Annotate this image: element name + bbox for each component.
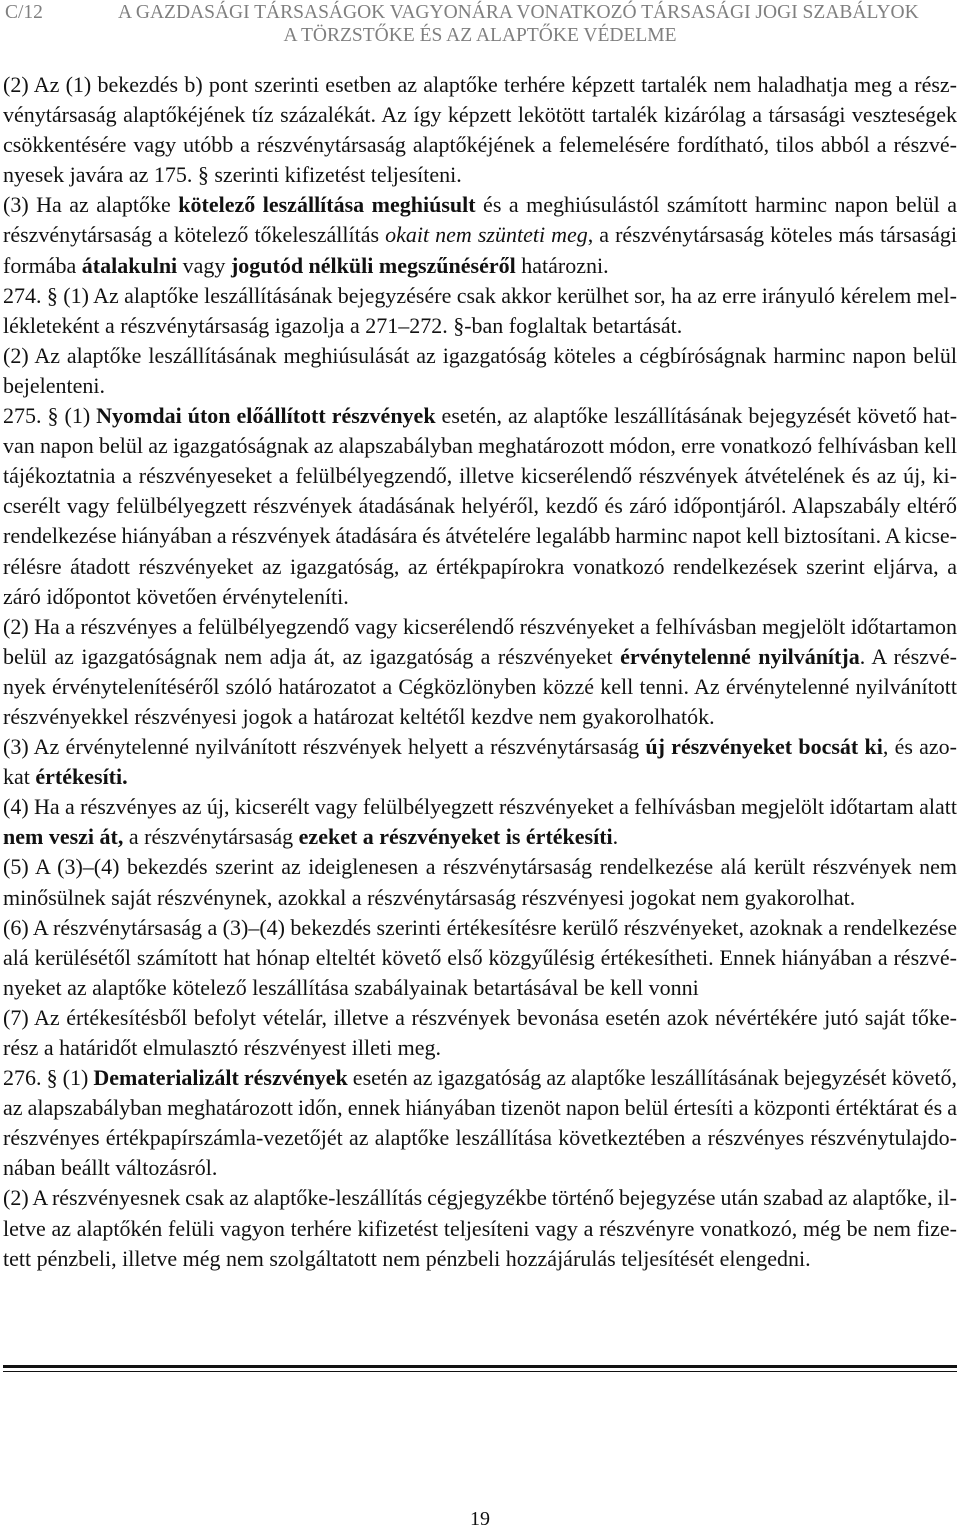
paragraph [3, 401, 957, 612]
text-line [3, 642, 957, 672]
text-line [3, 822, 957, 852]
bold-text-run: ezeket a részvényeket is értékesíti [298, 824, 613, 850]
text-line [3, 491, 957, 521]
text-line [3, 732, 957, 762]
footer-rule-thin [3, 1371, 957, 1372]
paragraph [3, 1003, 957, 1063]
text-run: , a részvénytársaság köteles más társasági [587, 222, 957, 248]
text-run: (2) Az alaptőke leszállításának meghiúsulását az igazgatóság köteles a cégbíróságnak harminc napon belül [3, 342, 957, 368]
text-run: (5) A (3)–(4) bekezdés szerint az ideiglenesen a részvénytársaság rendelkezése alá került részvények nem [3, 854, 957, 880]
text-run: tájékoztatnia a részvényeseket a felülbélyegzendő, illetve kicserélendő részvények átvételének és az új, ki- [3, 463, 957, 489]
bold-text-run: érvénytelenné nyilvánítja [620, 643, 860, 669]
text-run: határozni. [515, 252, 609, 278]
text-run: belül az igazgatóságnak nem adja át, az igazgatóság a részvényeket [3, 643, 621, 669]
text-line [3, 1063, 957, 1093]
text-run: bejelenteni. [3, 372, 106, 398]
bold-text-run: nem veszi át, [3, 824, 124, 850]
text-line [3, 702, 957, 732]
text-run: 274. § (1) Az alaptőke leszállításának bejegyzésére csak akkor kerülhet sor, ha az erre irányuló kérelem mel- [3, 282, 957, 308]
bold-text-run: Dematerializált részvények [93, 1065, 348, 1091]
text-run: 275. § (1) [3, 403, 97, 429]
text-line [3, 943, 957, 973]
text-line [3, 852, 957, 882]
text-line [3, 792, 957, 822]
text-line [3, 190, 957, 220]
text-run: nában beállt változásról. [3, 1155, 218, 1181]
text-run: a részvénytársaság [123, 824, 299, 850]
paragraph [3, 732, 957, 792]
text-run: (7) Az értékesítésből befolyt vételár, illetve a részvények bevonása esetén azok névértékére jutó saját tőke- [3, 1004, 957, 1030]
text-run: formába [3, 252, 82, 278]
text-run: 276. § (1) [3, 1065, 94, 1091]
text-run: nyesek javára az 175. § szerinti kifizetést teljesíteni. [3, 162, 462, 188]
paragraph [3, 190, 957, 280]
text-run: . A részvé- [859, 643, 957, 669]
text-run: esetén, az alaptőke leszállításának bejegyzését követő hat- [435, 403, 958, 429]
running-header-line [0, 1, 960, 24]
text-run: rendelkezése hiányában a részvények átadására és átvételére legalább harminc napot kell biztosítani. A kicse- [3, 523, 957, 549]
text-line [3, 762, 957, 792]
bold-text-run: átalakulni [81, 252, 178, 278]
text-run: az alapszabályban meghatározott időn, ennek hiányában tizenöt napon belül értesíti a központi értéktárat és a [3, 1095, 957, 1121]
text-run: részvényes értékpapírszámla-vezetőjét az alaptőke leszállítása következtében a részvényes részvénytulajdo- [3, 1125, 957, 1151]
text-line [3, 70, 957, 100]
section-code: C/12 [5, 2, 43, 23]
text-run: kat [3, 764, 36, 790]
text-line [3, 220, 957, 250]
bold-text-run: értékesíti. [35, 764, 128, 790]
bold-text-run: kötelező leszállítása meghiúsult [178, 192, 476, 218]
text-run: nyek érvénytelenítéséről szóló határozatot a Cégközlönyben közzé kell tenni. Az érvénytelenné nyilvánított [3, 673, 957, 699]
footer-rule-thick [3, 1365, 957, 1368]
text-run: , és azo- [882, 734, 957, 760]
text-line [3, 100, 957, 130]
text-line [3, 612, 957, 642]
text-run: (3) Az érvénytelenné nyilvánított részvények helyett a részvénytársaság [3, 734, 646, 760]
text-run: csökkentésére vagy utóbb a részvénytársaság alaptőkéjének a felemelésére fordítható, tilos abból a részvé- [3, 132, 957, 158]
text-line [3, 1003, 957, 1033]
text-line [3, 1153, 957, 1183]
paragraph [3, 612, 957, 732]
text-line [3, 672, 957, 702]
text-line [3, 461, 957, 491]
text-line [3, 251, 957, 281]
text-line [3, 582, 957, 612]
text-line [3, 552, 957, 582]
header-title: A GAZDASÁGI TÁRSASÁGOK VAGYONÁRA VONATKOZÓ TÁRSASÁGI JOGI SZABÁLYOK [118, 2, 919, 23]
text-line [3, 1244, 957, 1274]
header-subtitle: A TÖRZSTŐKE ÉS AZ ALAPTŐKE VÉDELME [283, 25, 677, 46]
text-run: (3) Ha az alaptőke [3, 192, 179, 218]
text-line [3, 401, 957, 431]
paragraph [3, 792, 957, 852]
text-run: cserélt vagy felülbélyegzett részvények átadásának helyéről, kezdő és záró időpontjáról. Alapszabály eltérő [3, 493, 957, 519]
paragraph [3, 1063, 957, 1183]
running-header [0, 1, 960, 47]
text-run: részvénytársaság a kötelező tőkeleszállítás [3, 222, 386, 248]
text-line [3, 913, 957, 943]
text-run: (4) Ha a részvényes az új, kicserélt vagy felülbélyegzett részvényeket a felhívásban megjelölt időtartam alatt [3, 794, 957, 820]
paragraph [3, 341, 957, 401]
text-run: tett pénzbeli, illetve még nem szolgáltatott nem pénzbeli hozzájárulás teljesítését elengedni. [3, 1245, 811, 1271]
text-line [3, 1033, 957, 1063]
text-run: záró időpontot követően érvényteleníti. [3, 583, 349, 609]
text-run: rész a határidőt elmulasztó részvényest illeti meg. [3, 1035, 442, 1060]
text-run: (6) A részvénytársaság a (3)–(4) bekezdés szerinti értékesítésre kerülő részvényeket, azoknak a rendelkezése [3, 914, 957, 940]
text-line [3, 160, 957, 190]
text-line [3, 371, 957, 401]
text-line [3, 521, 957, 551]
italic-text-run: okait nem szünteti meg [385, 222, 588, 248]
paragraph [3, 281, 957, 341]
text-run: . [612, 824, 619, 850]
text-run: alá kerülésétől számított hat hónap elteltét követő első közgyűlésig értékesítheti. Ennek hiányában a részvé- [3, 944, 957, 970]
text-run: esetén az igazgatóság az alaptőke leszállításának bejegyzését követő, [347, 1065, 958, 1091]
text-line [3, 341, 957, 371]
text-line [3, 1123, 957, 1153]
document-body [3, 70, 957, 1274]
text-run: rélésre átadott részvényeket az igazgatóság, az értékpapírokra vonatkozó rendelkezések szerint eljárva, a [3, 553, 957, 579]
paragraph [3, 852, 957, 912]
paragraph [3, 1183, 957, 1273]
footer-rule [3, 1365, 957, 1372]
paragraph [3, 70, 957, 190]
text-run: letve az alaptőkén felüli vagyon terhére kifizetést teljesíteni vagy a részvényre vonatkozó, még be nem fize- [3, 1215, 957, 1241]
text-run: vagy [177, 252, 231, 278]
text-line [3, 130, 957, 160]
text-run: (2) Az (1) bekezdés b) pont szerinti esetben az alaptőke terhére képzett tartalék nem haladhatja meg a rész- [3, 72, 957, 97]
text-line [3, 431, 957, 461]
bold-text-run: jogutód nélküli megszűnéséről [230, 252, 516, 278]
text-run: minősülnek saját részvénynek, azokkal a részvénytársaság részvényesi jogokat nem gyakorolhat. [3, 884, 856, 910]
text-line [3, 281, 957, 311]
text-run: lékleteként a részvénytársaság igazolja a 271–272. §-ban foglaltak betartását. [3, 312, 683, 338]
text-run: részvényekkel részvényesi jogok a határozat keltétől kezdve nem gyakorolhatók. [3, 703, 715, 729]
text-run: és a meghiúsulástól számított harminc napon belül a [475, 192, 957, 218]
text-run: (2) A részvényesnek csak az alaptőke-leszállítás cégjegyzékbe történő bejegyzése után szabad az alaptőke, il- [3, 1185, 957, 1211]
text-line [3, 1093, 957, 1123]
text-line [3, 883, 957, 913]
text-run: (2) Ha a részvényes a felülbélyegzendő vagy kicserélendő részvényeket a felhívásban megjelölt időtartamon [3, 613, 957, 639]
text-line [3, 311, 957, 341]
text-line [3, 1214, 957, 1244]
bold-text-run: új részvényeket bocsát ki [645, 734, 883, 760]
text-run: nyeket az alaptőke kötelező leszállítása szabályainak betartásával be kell vonni [3, 974, 699, 1000]
text-line [3, 1183, 957, 1213]
text-run: van napon belül az igazgatóságnak az alapszabályban meghatározott módon, erre vonatkozó felhívásban kell [3, 433, 957, 459]
text-line [3, 973, 957, 1003]
page-number: 19 [470, 1508, 490, 1528]
bold-text-run: Nyomdai úton előállított részvények [96, 403, 436, 429]
paragraph [3, 913, 957, 1003]
text-run: vénytársaság alaptőkéjének tíz százalékát. Az így képzett lekötött tartalék kizárólag a társasági veszteségek [3, 102, 957, 128]
